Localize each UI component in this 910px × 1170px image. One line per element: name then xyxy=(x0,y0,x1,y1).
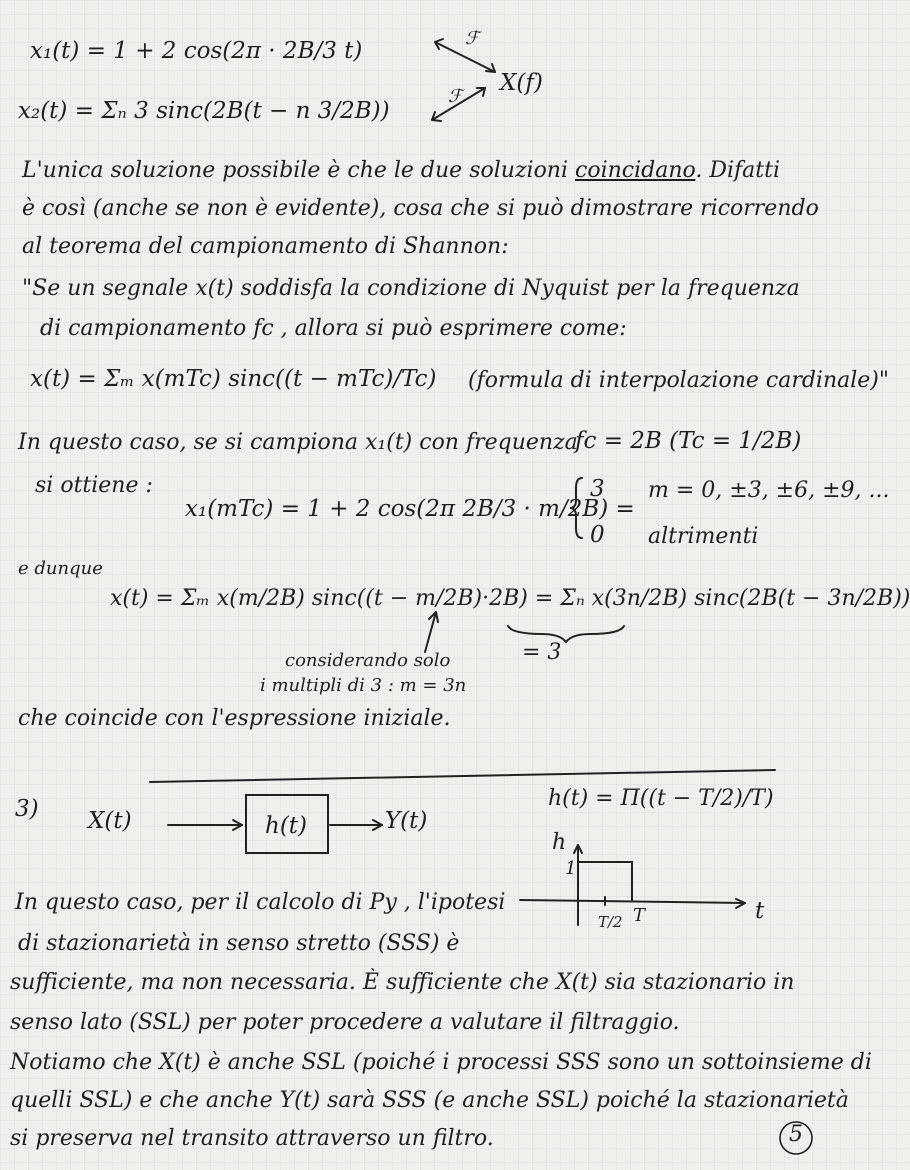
case-value: 3 xyxy=(590,476,605,502)
paragraph-line: senso lato (SSL) per poter procedere a valutare il filtraggio. xyxy=(10,1010,680,1035)
annotation-line: i multipli di 3 : m = 3n xyxy=(260,675,467,696)
annotation-line: considerando solo xyxy=(285,650,451,671)
paragraph-line: si preserva nel transito attraverso un filtro. xyxy=(10,1126,494,1151)
brace-label: = 3 xyxy=(522,640,562,665)
case-condition: m = 0, ±3, ±6, ±9, ... xyxy=(648,478,890,503)
text-span: L'unica soluzione possibile è che le due soluzioni xyxy=(22,158,569,183)
sampled-equation: x₁(mTc) = 1 + 2 cos(2π 2B/3 · m/2B) = xyxy=(185,496,635,522)
plot-axis-label: t xyxy=(755,898,765,924)
page-number-circle xyxy=(780,1122,812,1154)
filter-label: h(t) xyxy=(265,813,308,839)
paragraph-line: In questo caso, per il calcolo di Py , l'ipotesi xyxy=(15,890,506,915)
page-number: 5 xyxy=(789,1122,803,1147)
section-number: 3) xyxy=(15,796,39,822)
plot-tick-label: 1 xyxy=(565,858,577,879)
paragraph-line: In questo caso, se si campiona x₁(t) con frequenza xyxy=(18,430,578,455)
paragraph-line: sufficiente, ma non necessaria. È sufficiente che X(t) sia stazionario in xyxy=(10,970,795,995)
quote-line: di campionamento fc , allora si può esprimere come: xyxy=(40,316,627,341)
plot-tick-label: T/2 xyxy=(598,913,623,931)
fourier-symbol-top: ℱ xyxy=(465,28,480,49)
formula-note: (formula di interpolazione cardinale)" xyxy=(468,368,890,393)
fourier-transform-label: X(f) xyxy=(500,70,543,96)
input-signal: X(t) xyxy=(88,808,132,834)
quote-line: "Se un segnale x(t) soddisfa la condizione di Nyquist per la frequenza xyxy=(22,276,800,301)
rect-pulse xyxy=(578,862,632,900)
filter-box xyxy=(246,795,328,853)
text-span: . Difatti xyxy=(695,158,781,183)
interpolation-formula: x(t) = Σₘ x(mTc) sinc((t − mTc)/Tc) xyxy=(30,366,437,392)
paragraph-line: al teorema del campionamento di Shannon: xyxy=(22,234,509,259)
paragraph-line: si ottiene : xyxy=(35,473,153,498)
paragraph-line: Notiamo che X(t) è anche SSL (poiché i processi SSS sono un sottoinsieme di xyxy=(10,1050,872,1075)
arrow-line xyxy=(435,42,495,72)
output-signal: Y(t) xyxy=(385,808,428,834)
paragraph-line: di stazionarietà in senso stretto (SSS) è xyxy=(18,931,460,956)
plot-axis-label: h xyxy=(552,830,567,855)
fourier-symbol-bottom: ℱ xyxy=(448,86,463,107)
impulse-response-definition: h(t) = Π((t − T/2)/T) xyxy=(548,786,774,811)
equation-x2: x₂(t) = Σₙ 3 sinc(2B(t − n 3/2B)) xyxy=(18,98,390,124)
reconstruction-equation: x(t) = Σₘ x(m/2B) sinc((t − m/2B)·2B) = Σₙ x(3n/2B) sinc(2B(t − 3n/2B)) xyxy=(110,586,910,611)
sampling-frequency: fc = 2B (Tc = 1/2B) xyxy=(575,428,802,454)
section-divider xyxy=(150,770,775,782)
paragraph-line: e dunque xyxy=(18,558,103,579)
plot-tick-label: T xyxy=(633,905,646,926)
case-condition: altrimenti xyxy=(648,524,759,549)
arrow-line xyxy=(432,88,485,120)
case-value: 0 xyxy=(590,522,605,548)
underlined-word: coincidano xyxy=(575,158,696,183)
paragraph-line: che coincide con l'espressione iniziale. xyxy=(18,706,451,731)
paragraph-line: quelli SSL) e che anche Y(t) sarà SSS (e anche SSL) poiché la stazionarietà xyxy=(10,1088,849,1113)
case-brace xyxy=(570,478,582,538)
equation-x1: x₁(t) = 1 + 2 cos(2π · 2B/3 t) xyxy=(30,38,363,64)
paragraph-line: è così (anche se non è evidente), cosa che si può dimostrare ricorrendo xyxy=(22,196,819,221)
underbrace xyxy=(508,626,624,642)
